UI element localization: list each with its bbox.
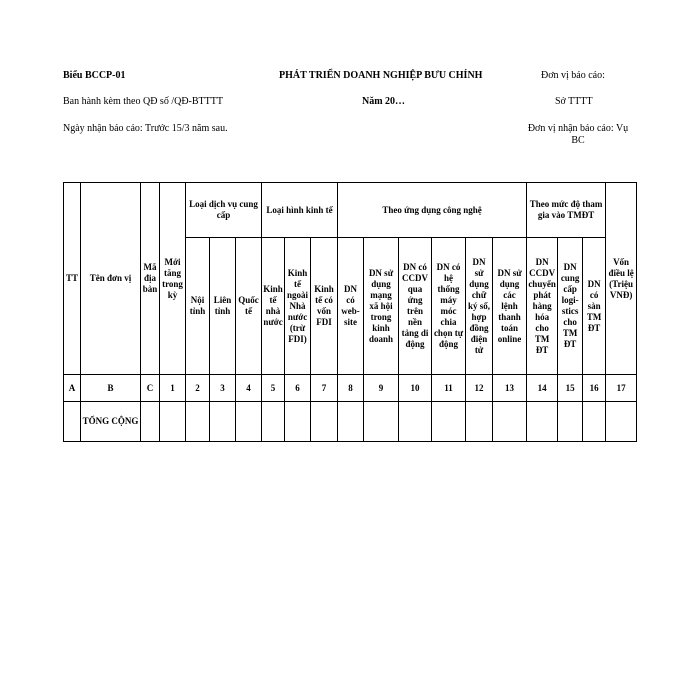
total-cell-empty bbox=[64, 402, 81, 442]
receiving-unit: Đơn vị nhận báo cáo: Vụ BC bbox=[527, 123, 629, 146]
index-cell: 7 bbox=[311, 375, 338, 402]
total-cell-empty bbox=[210, 402, 236, 442]
group-tech-application: Theo ứng dụng công nghệ bbox=[338, 183, 527, 238]
col-tt: TT bbox=[64, 183, 81, 375]
index-cell: 10 bbox=[399, 375, 432, 402]
index-cell: 16 bbox=[583, 375, 606, 402]
total-cell-empty bbox=[338, 402, 364, 442]
form-code: Biểu BCCP-01 bbox=[63, 70, 126, 81]
total-cell-empty bbox=[466, 402, 493, 442]
index-cell: 2 bbox=[186, 375, 210, 402]
index-cell: B bbox=[81, 375, 141, 402]
col-logistics: DN cung cấp logi-stics cho TM ĐT bbox=[558, 238, 583, 375]
index-cell: 1 bbox=[160, 375, 186, 402]
issued-by: Ban hành kèm theo QĐ số /QĐ-BTTTT bbox=[63, 96, 223, 107]
col-nonstate: Kinh tế ngoài Nhà nước (trừ FDI) bbox=[285, 238, 311, 375]
col-unit-name: Tên đơn vị bbox=[81, 183, 141, 375]
index-cell: 9 bbox=[364, 375, 399, 402]
col-domestic: Nội tỉnh bbox=[186, 238, 210, 375]
index-cell: 3 bbox=[210, 375, 236, 402]
index-cell: 5 bbox=[262, 375, 285, 402]
group-service-type: Loại dịch vụ cung cấp bbox=[186, 183, 262, 238]
col-new-increase: Mới tăng trong kỳ bbox=[160, 183, 186, 375]
col-payment: DN sử dụng các lệnh thanh toán online bbox=[493, 238, 527, 375]
deadline: Ngày nhận báo cáo: Trước 15/3 năm sau. bbox=[63, 123, 228, 134]
col-capital: Vốn điều lệ (Triệu VNĐ) bbox=[606, 183, 637, 375]
col-area-code: Mã địa bàn bbox=[141, 183, 160, 375]
total-cell-empty bbox=[141, 402, 160, 442]
col-international: Quốc tế bbox=[236, 238, 262, 375]
index-cell: 12 bbox=[466, 375, 493, 402]
index-cell: 8 bbox=[338, 375, 364, 402]
index-cell: A bbox=[64, 375, 81, 402]
total-cell-empty bbox=[606, 402, 637, 442]
group-economic-type: Loại hình kinh tế bbox=[262, 183, 338, 238]
col-fdi: Kinh tế có vốn FDI bbox=[311, 238, 338, 375]
index-cell: 15 bbox=[558, 375, 583, 402]
col-signature: DN sử dụng chữ ký số, hợp đồng điện tử bbox=[466, 238, 493, 375]
col-marketplace: DN có sàn TM ĐT bbox=[583, 238, 606, 375]
col-website: DN có web-site bbox=[338, 238, 364, 375]
index-cell: 13 bbox=[493, 375, 527, 402]
col-interprovince: Liên tỉnh bbox=[210, 238, 236, 375]
total-cell-empty bbox=[236, 402, 262, 442]
index-row bbox=[64, 375, 637, 402]
col-ccdv-tmdt: DN CCDV chuyển phát hàng hóa cho TM ĐT bbox=[527, 238, 558, 375]
total-cell-empty bbox=[311, 402, 338, 442]
report-unit-label: Đơn vị báo cáo: bbox=[541, 70, 605, 81]
col-machine: DN có hệ thống máy móc chia chọn tự động bbox=[432, 238, 466, 375]
total-cell-empty bbox=[493, 402, 527, 442]
total-cell-empty bbox=[160, 402, 186, 442]
index-cell: 4 bbox=[236, 375, 262, 402]
col-platform: DN có CCDV qua ứng trên nền tảng di động bbox=[399, 238, 432, 375]
total-cell-empty bbox=[186, 402, 210, 442]
index-cell: 6 bbox=[285, 375, 311, 402]
col-state: Kinh tế nhà nước bbox=[262, 238, 285, 375]
total-cell-empty bbox=[262, 402, 285, 442]
total-label: TỔNG CỘNG bbox=[81, 402, 141, 442]
report-title: PHÁT TRIỂN DOANH NGHIỆP BƯU CHÍNH bbox=[279, 70, 483, 81]
total-cell-empty bbox=[399, 402, 432, 442]
index-cell: 11 bbox=[432, 375, 466, 402]
report-unit: Sở TTTT bbox=[555, 96, 593, 107]
total-row bbox=[64, 402, 637, 442]
index-cell: C bbox=[141, 375, 160, 402]
index-cell: 14 bbox=[527, 375, 558, 402]
total-cell-empty bbox=[285, 402, 311, 442]
report-year: Năm 20… bbox=[362, 96, 406, 107]
total-cell-empty bbox=[364, 402, 399, 442]
index-cell: 17 bbox=[606, 375, 637, 402]
col-social: DN sử dụng mạng xã hội trong kinh doanh bbox=[364, 238, 399, 375]
total-cell-empty bbox=[432, 402, 466, 442]
report-table bbox=[63, 182, 637, 442]
group-ecommerce: Theo mức độ tham gia vào TMĐT bbox=[527, 183, 606, 238]
total-cell-empty bbox=[558, 402, 583, 442]
total-cell-empty bbox=[527, 402, 558, 442]
total-cell-empty bbox=[583, 402, 606, 442]
